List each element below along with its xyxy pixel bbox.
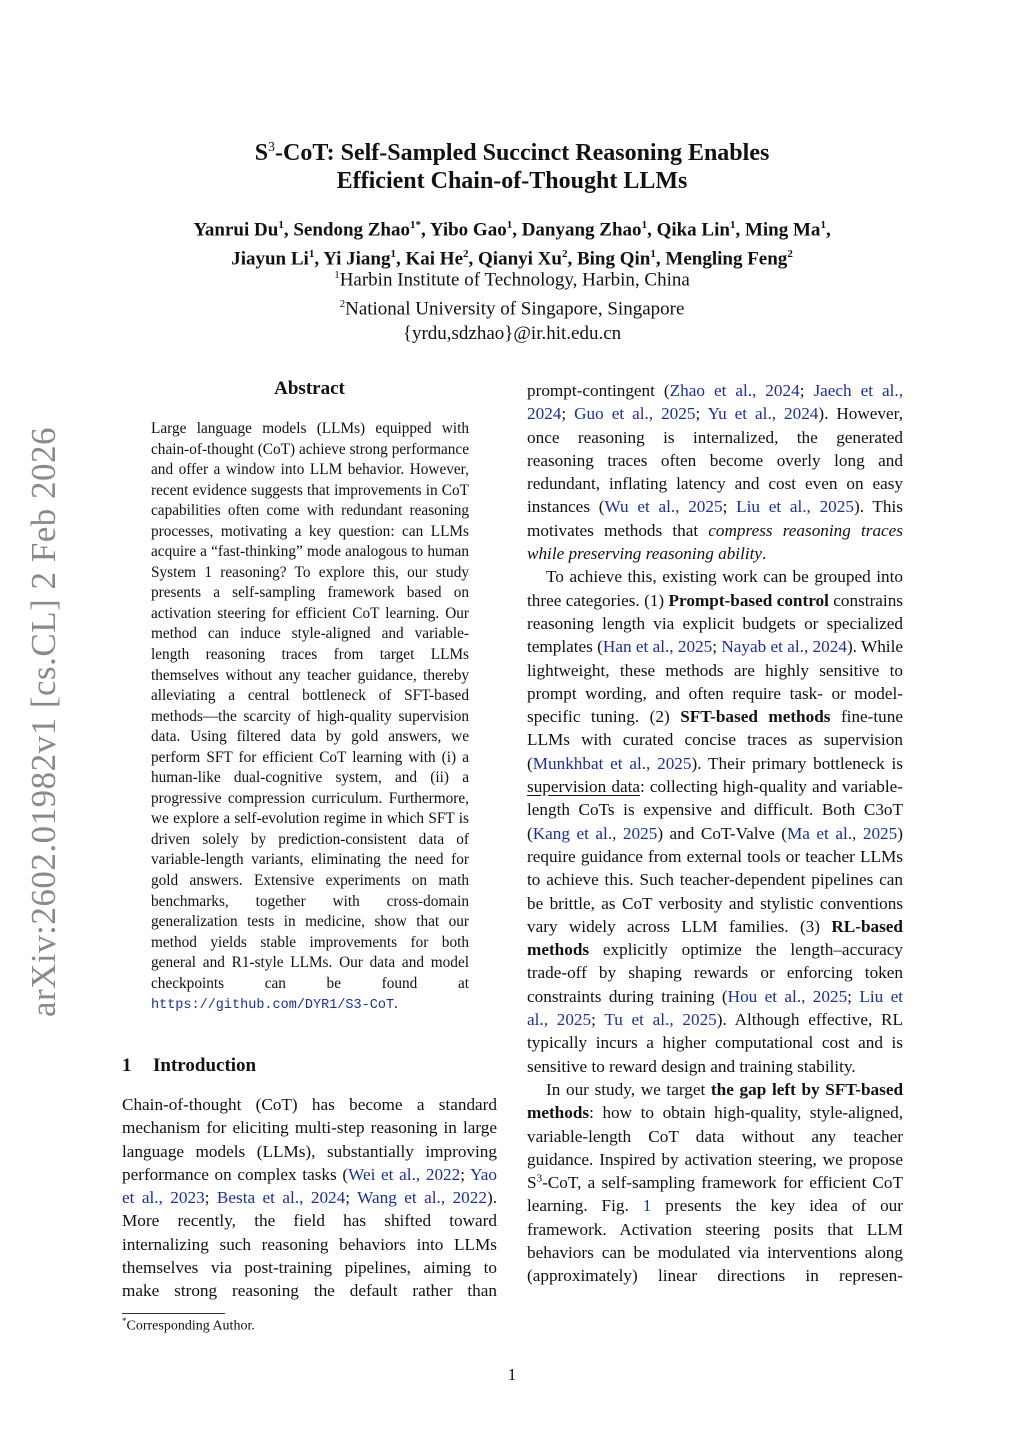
author-name: Mengling Feng (665, 248, 788, 270)
citation-link[interactable]: Liu et al., 2025 (736, 497, 854, 517)
author-affiliation-mark: 1 (390, 248, 396, 261)
aff-sup: 2 (339, 298, 346, 311)
text-segment: ) require guidance from external tools or teacher LLMs to achieve this. Such teacher-dependent pipelines can be brittle, as CoT verbosity and stylistic conventions vary widely across LLM families. (3) (527, 823, 903, 936)
text-segment: To achieve this, existing work can be grouped into three categories. (1) (527, 567, 903, 610)
text-segment: ) and CoT-Valve ( (657, 823, 787, 843)
footnote-marker: * (122, 1316, 127, 1326)
text-segment: ). More recently, the field has shifted toward internalizing such reasoning behaviors into LLMs themselves via post-training pipelines, aiming to make strong reasoning the default rather than (122, 1188, 497, 1301)
citation-link[interactable]: Tu et al., 2025 (604, 1010, 717, 1030)
author-affiliation-mark: 2 (463, 248, 469, 261)
bold-text: Prompt-based control (668, 590, 829, 610)
author-affiliation-mark: 1 (278, 219, 284, 231)
author-name: Sendong Zhao (293, 219, 411, 241)
text-segment: ; (695, 404, 708, 424)
paragraph (527, 1078, 903, 1288)
abstract-heading: Abstract (274, 378, 345, 399)
affiliation-2 (0, 292, 1024, 321)
abstract-body (151, 419, 469, 1017)
author-line: Jiayun Li$^1$, Yi Jiang$^1$, Kai He$^2$, Qianyi Xu$^2$, Bing Qin$^1$, Mengling Feng$^2$ (231, 248, 793, 270)
text-segment: Chain-of-thought (CoT) has become a standard mechanism for eliciting multi-step reasoning in large language models (LLMs), substantially improving performance on complex tasks ( (122, 1095, 497, 1184)
citation-link[interactable]: Munkhbat et al., 2025 (532, 753, 692, 773)
citation-link[interactable]: Ma et al., 2025 (786, 823, 898, 843)
text-segment: In our study, we target (546, 1079, 711, 1099)
citation-link[interactable]: Liu et al., 2025 (527, 986, 903, 1030)
affiliation-1 (0, 263, 1024, 292)
text-segment: ). Although effective, RL typically incurs a higher computational cost and is sensitive to reward design and training stability. (527, 1010, 904, 1076)
author-affiliation-mark: 1 (729, 219, 736, 231)
citation-link[interactable]: Nayab et al., 2024 (721, 637, 847, 657)
citation-link[interactable]: Jaech et al., 2024 (527, 381, 903, 424)
author-affiliation-mark: 2 (787, 248, 793, 261)
author-affiliation-mark: 2 (561, 248, 568, 261)
citation-link[interactable]: Yu et al., 2024 (707, 404, 819, 424)
page-number: 1 (507, 1365, 517, 1384)
email: {yrdu,sdzhao}@ir.hit.edu.cn (402, 322, 622, 344)
author-name: Danyang Zhao (521, 219, 642, 241)
affiliations (0, 263, 1024, 346)
section-number: 1 (122, 1055, 132, 1076)
text-segment: ; (345, 1188, 358, 1208)
author-name: Yi Jiang (323, 248, 391, 270)
citation-link[interactable]: Hou et al., 2025 (727, 986, 848, 1006)
text-segment: ). While lightweight, these methods are highly sensitive to prompt wording, and often require task- or model-specific tuning. (2) (527, 637, 903, 727)
superscript: 3 (536, 1172, 543, 1185)
text-segment: ; (799, 381, 814, 400)
aff-text: Harbin Institute of Technology, Harbin, China (339, 269, 690, 291)
paragraph (122, 1093, 497, 1303)
citation-link[interactable]: Wu et al., 2025 (604, 497, 723, 517)
author-name: Kai He (405, 248, 464, 270)
aff-text: National University of Singapore, Singapore (345, 298, 685, 320)
text-segment: : how to obtain high-quality, style-aligned, variable-length CoT data without any teacher guidance. Inspired by activation steering, we propose S (527, 1103, 903, 1193)
citation-link[interactable]: Yao et al., 2023 (122, 1164, 497, 1208)
text-segment: ; (204, 1188, 217, 1208)
title-sup: 3 (268, 140, 276, 155)
text-segment: prompt-contingent ( (527, 381, 670, 400)
author-affiliation-mark: 1* (410, 219, 422, 231)
bold-text: RL-based methods (527, 916, 903, 960)
footnote-text: Corresponding Author. (126, 1318, 255, 1334)
section-title: Introduction (153, 1055, 257, 1076)
underlined-text: supervision data (527, 777, 641, 797)
title-prefix: S (254, 140, 269, 166)
author-affiliation-mark: 1 (820, 219, 826, 231)
text-segment: ; (561, 404, 575, 424)
text-segment: . (762, 544, 767, 564)
text-segment: ). Their primary bottleneck is (691, 753, 903, 773)
author-name: Qika Lin (656, 219, 730, 241)
author-name: Yibo Gao (429, 219, 507, 241)
text-segment: presents the key idea of our framework. Activation steering posits that LLM behaviors can be modulated via interventions along (approximately) linear directions in represen- (527, 1196, 903, 1286)
left-column (122, 1093, 497, 1303)
author-name: Ming Ma (744, 219, 821, 241)
text-segment: Large language models (LLMs) equipped with chain-of-thought (CoT) achieve strong performance and offer a window into LLM behavior. However, recent evidence suggests that improvements in CoT capabilities often come with redundant reasoning processes, motivating a key question: can LLMs acquire a “fast-thinking” mode analogous to human System 1 reasoning? To explore this, our study presents a self-sampling framework based on activation steering for efficient CoT learning. Our method can induce style-aligned and variable-length reasoning traces from target LLMs themselves without any teacher guidance, thereby alleviating a central bottleneck of SFT-based methods—the scarcity of high-quality supervision data. Using filtered data by gold answers, we perform SFT for efficient CoT learning with (i) a human-like dual-cognitive system, and (ii) a progressive compression curriculum. Furthermore, we explore a self-evolution regime in which SFT is driven solely by prediction-consistent data of variable-length variants, eliminating the need for gold answers. Extensive experiments on math benchmarks, together with cross-domain generalization tests in medicine, show that our method yields stable improvements for both general and R1-style LLMs. Our data and model checkpoints can be found at (151, 420, 469, 992)
footnote (122, 1316, 255, 1335)
paragraph (527, 565, 903, 1078)
title-rest: -CoT: Self-Sampled Succinct Reasoning Enables (275, 140, 770, 166)
text-segment: ; (591, 1010, 605, 1030)
text-segment: -CoT, a self-sampling framework for efficient CoT learning. Fig. (527, 1173, 903, 1216)
footnote-rule (122, 1313, 225, 1314)
author-affiliation-mark: 1 (650, 248, 656, 261)
author-affiliation-mark: 1 (308, 248, 315, 261)
author-affiliation-mark: 1 (506, 219, 513, 231)
url-link[interactable]: https://github.com/DYR1/S3-CoT (151, 998, 395, 1014)
right-column (527, 379, 903, 1288)
author-line: Yanrui Du$^1$, Sendong Zhao$^{1*}$, Yibo Gao$^1$, Danyang Zhao$^1$, Qika Lin$^1$, Ming Ma$^1$, (193, 219, 831, 241)
text-segment: ). This motivates methods that (527, 497, 903, 540)
text-segment: ; (712, 637, 722, 657)
text-segment: ; (847, 986, 860, 1006)
bold-text: the gap left by SFT-based methods (527, 1079, 904, 1123)
author-name: Qianyi Xu (478, 248, 562, 270)
aff-sup: 1 (334, 269, 340, 281)
citation-link[interactable]: Wang et al., 2022 (357, 1188, 487, 1208)
author-name: Yanrui Du (193, 219, 279, 241)
arxiv-identifier: arXiv:2602.01982v1 [cs.CL] 2 Feb 2026 (24, 426, 63, 1018)
text-segment: ; (460, 1164, 471, 1184)
section-heading-introduction (122, 1055, 256, 1077)
text-segment: ). However, once reasoning is internalized, the generated reasoning traces often become overly long and redundant, inflating latency and cost even on easy instances ( (527, 404, 903, 517)
text-segment: . (394, 995, 398, 1013)
citation-link[interactable]: Wei et al., 2022 (348, 1164, 461, 1184)
text-segment: : collecting high-quality and variable-length CoTs is expensive and difficult. Both C3oT ( (527, 777, 903, 843)
author-affiliation-mark: 1 (641, 219, 648, 231)
title-line2: Efficient Chain-of-Thought LLMs (336, 168, 688, 194)
citation-link[interactable]: Zhao et al., 2024 (669, 381, 800, 400)
paper-title (0, 134, 1024, 195)
text-segment: fine-tune LLMs with curated concise traces as supervision ( (527, 707, 903, 773)
text-segment: constrains reasoning length via explicit budgets or specialized templates ( (527, 590, 903, 657)
author-name: Bing Qin (576, 248, 651, 270)
text-segment: ; (722, 497, 737, 517)
italic-text: compress reasoning traces while preserving reasoning ability (527, 520, 903, 564)
citation-link[interactable]: Guo et al., 2025 (574, 404, 696, 424)
text-segment: explicitly optimize the length–accuracy trade-off by shaping rewards or enforcing token constraints during training ( (527, 940, 903, 1006)
author-name: Jiayun Li (231, 248, 309, 270)
citation-link[interactable]: Besta et al., 2024 (216, 1188, 346, 1208)
citation-link[interactable]: Han et al., 2025 (602, 637, 713, 657)
bold-text: SFT-based methods (680, 707, 831, 727)
citation-link[interactable]: Kang et al., 2025 (532, 823, 658, 843)
paragraph (527, 379, 903, 565)
citation-link[interactable]: 1 (642, 1196, 652, 1216)
